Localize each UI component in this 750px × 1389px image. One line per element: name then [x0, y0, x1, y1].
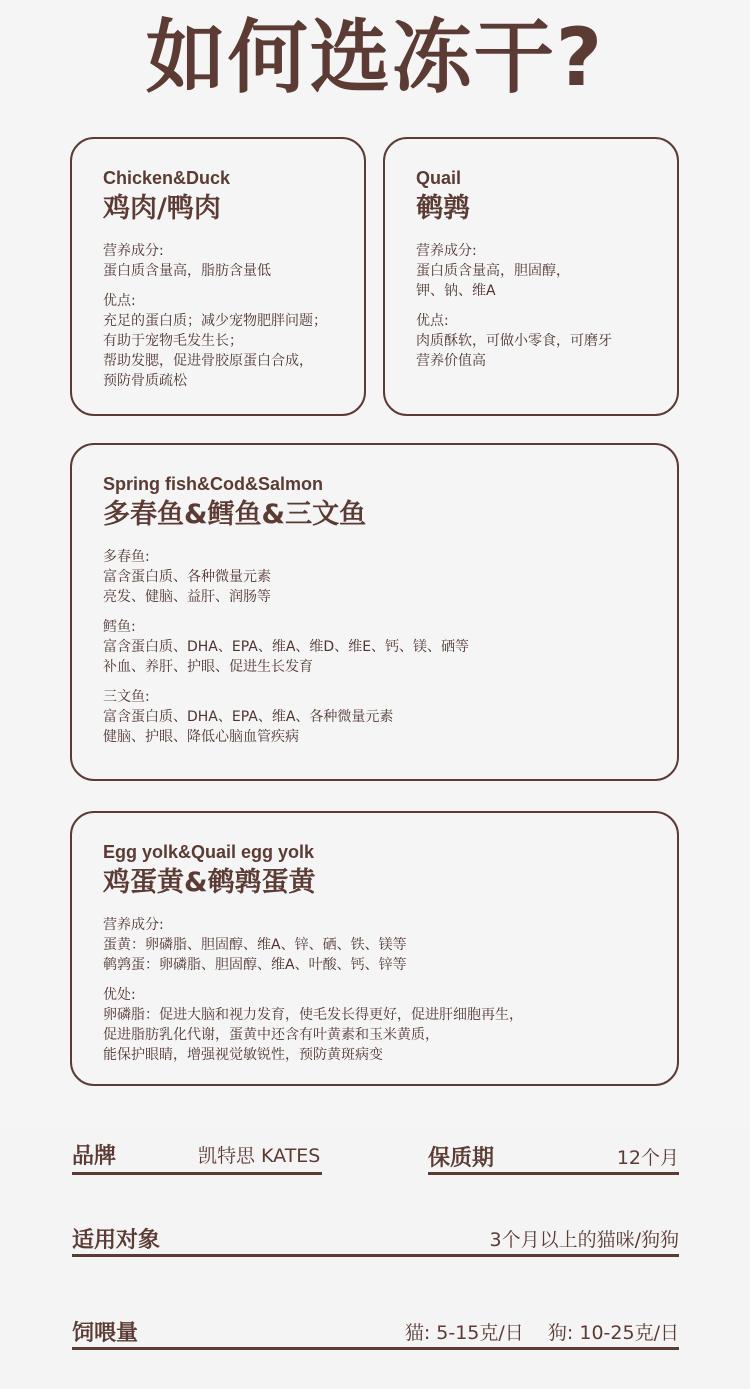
text-line: 充足的蛋白质；减少宠物肥胖问题；	[103, 313, 327, 329]
text-line: 蛋白质含量高，脂肪含量低	[103, 263, 271, 279]
spec-brand-value: 凯特思 KATES	[198, 1145, 321, 1167]
text-line: 补血、养肝、护眼、促进生长发育	[103, 659, 313, 675]
divider	[72, 1172, 322, 1175]
text-line: 肉质酥软，可做小零食，可磨牙	[416, 333, 612, 349]
card-text-block	[416, 311, 647, 371]
card-cn-title: 鸡蛋黄&鹌鹑蛋黄	[103, 867, 316, 898]
spec-feed-label: 饲喂量	[72, 1321, 139, 1346]
text-line: 优处:	[103, 987, 136, 1003]
text-line: 营养价值高	[416, 353, 486, 369]
card-cn-title: 多春鱼&鳕鱼&三文鱼	[103, 499, 367, 530]
card-fish	[70, 443, 679, 781]
card-text-block	[103, 241, 334, 281]
card-text-block	[416, 241, 647, 301]
card-egg-yolk	[70, 811, 679, 1086]
spec-shelf-value: 12个月	[616, 1147, 679, 1169]
card-cn-title: 鸡肉/鸭肉	[103, 193, 221, 224]
text-line: 富含蛋白质、各种微量元素	[103, 569, 271, 585]
card-text-block	[103, 985, 647, 1065]
text-line: 优点:	[416, 313, 449, 329]
text-line: 健脑、护眼、降低心脑血管疾病	[103, 729, 299, 745]
card-en-title: Quail	[416, 168, 462, 188]
text-line: 鹌鹑蛋：卵磷脂、胆固醇、维A、叶酸、钙、锌等	[103, 957, 407, 973]
page-title: 如何选冻干?	[145, 11, 605, 104]
text-line: 有助于宠物毛发生长；	[103, 333, 243, 349]
card-text-block	[103, 687, 647, 747]
card-text-block	[103, 291, 334, 391]
divider	[72, 1347, 679, 1350]
text-line: 优点:	[103, 293, 136, 309]
text-line: 富含蛋白质、DHA、EPA、维A、各种微量元素	[103, 709, 394, 725]
spec-target-value: 3个月以上的猫咪/狗狗	[489, 1229, 679, 1251]
card-en-title: Egg yolk&Quail egg yolk	[103, 842, 315, 862]
card-text-block	[103, 915, 647, 975]
text-line: 钾、钠、维A	[416, 283, 496, 299]
spec-target-label: 适用对象	[72, 1228, 161, 1253]
text-line: 鳕鱼:	[103, 619, 136, 635]
spec-shelf-label: 保质期	[428, 1146, 495, 1171]
card-chicken-duck	[70, 137, 366, 416]
text-line: 蛋白质含量高，胆固醇，	[416, 263, 570, 279]
divider	[428, 1172, 679, 1175]
text-line: 卵磷脂：促进大脑和视力发育，使毛发长得更好，促进肝细胞再生，	[103, 1007, 523, 1023]
text-line: 预防骨质疏松	[103, 373, 187, 389]
text-line: 营养成分:	[416, 243, 477, 259]
text-line: 三文鱼:	[103, 689, 150, 705]
text-line: 多春鱼:	[103, 549, 150, 565]
card-text-block	[103, 547, 647, 607]
text-line: 富含蛋白质、DHA、EPA、维A、维D、维E、钙、镁、硒等	[103, 639, 470, 655]
spec-feed-value: 猫: 5-15克/日 狗: 10-25克/日	[404, 1322, 679, 1344]
text-line: 营养成分:	[103, 917, 164, 933]
text-line: 能保护眼睛，增强视觉敏锐性，预防黄斑病变	[103, 1047, 383, 1063]
text-line: 帮助发腮，促进骨胶原蛋白合成，	[103, 353, 313, 369]
card-en-title: Spring fish&Cod&Salmon	[103, 474, 323, 494]
card-quail	[383, 137, 679, 416]
text-line: 亮发、健脑、益肝、润肠等	[103, 589, 271, 605]
text-line: 蛋黄：卵磷脂、胆固醇、维A、锌、硒、铁、镁等	[103, 937, 407, 953]
card-en-title: Chicken&Duck	[103, 168, 231, 188]
text-line: 促进脂肪乳化代谢，蛋黄中还含有叶黄素和玉米黄质，	[103, 1027, 439, 1043]
divider	[72, 1254, 679, 1257]
card-cn-title: 鹌鹑	[416, 193, 470, 224]
text-line: 营养成分:	[103, 243, 164, 259]
card-text-block	[103, 617, 647, 677]
spec-brand-label: 品牌	[72, 1144, 117, 1169]
